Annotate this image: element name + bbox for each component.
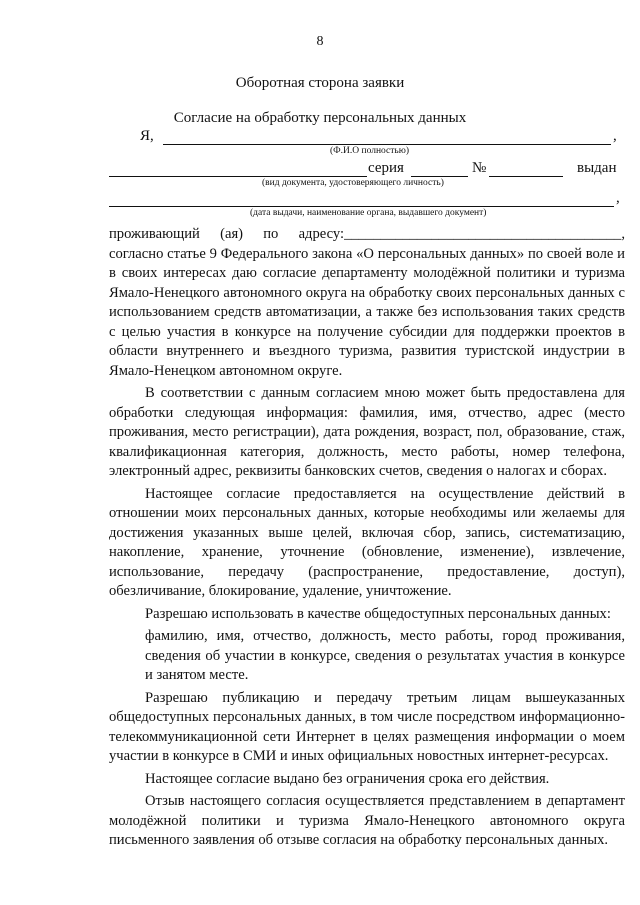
- document-blank-line[interactable]: [109, 176, 367, 177]
- issue-comma: ,: [616, 190, 620, 206]
- fio-blank-line[interactable]: [163, 144, 611, 145]
- fio-caption: (Ф.И.О полностью): [330, 146, 409, 156]
- page-number: 8: [316, 34, 324, 49]
- address-paragraph: проживающий (ая) по адресу:______________________________________, согласно статье 9 Федерального закона «О персональных данных» по своей воле и в своих интересах даю согласие департаменту молодёжной политики и туризма Ямало-Ненецкого автономного округа на обработку своих персональных данных с использованием средств автоматизации, а также без использования таких средств с целью участия в конкурсе на получение субсидии для поддержки проектов в области внутреннего и въездного туризма, развития туристской индустрии в Ямало-Ненецком автономном округе.: [109, 226, 625, 379]
- issue-caption: (дата выдачи, наименование органа, выдавшего документ): [250, 208, 487, 218]
- actions-paragraph: Настоящее согласие предоставляется на осуществление действий в отношении моих персональных данных, которые необходимы или желаемы для достижения указанных выше целей, включая сбор, запись, систематизацию, накопление, хранение, уточнение (обновление, изменение), извлечение, использование, передачу (распространение, предоставление, доступ), обезличивание, блокирование, удаление, уничтожение.: [109, 485, 625, 599]
- fio-comma: ,: [613, 128, 617, 144]
- series-blank-line[interactable]: [411, 176, 468, 177]
- number-blank-line[interactable]: [489, 176, 563, 177]
- publication-permission-paragraph: Разрешаю публикацию и передачу третьим лицам вышеуказанных общедоступных персональных данных, в том числе посредством информационно-телекоммуникационной сети Интернет в целях размещения информации о моем участии в конкурсе в СМИ и иных официальных новостных интернет-ресурсах.: [109, 689, 625, 764]
- public-data-permission-paragraph: Разрешаю использовать в качестве общедоступных персональных данных:: [145, 605, 611, 622]
- consent-body: [109, 225, 625, 854]
- section-title: Оборотная сторона заявки: [235, 75, 405, 91]
- information-list-paragraph: В соответствии с данным согласием мною может быть предоставлена для обработки следующая информация: фамилия, имя, отчество, адрес (место проживания, место регистрации), дата рождения, возраст, пол, образование, стаж, квалификационная категория, должность, место работы, номер телефона, электронный адрес, реквизиты банковских счетов, сведения о налогах и сборах.: [109, 385, 625, 479]
- public-data-list-paragraph: фамилию, имя, отчество, должность, место работы, город проживания, сведения об участии в конкурсе, сведения о результатах участия в конкурсе и занятом месте.: [145, 628, 625, 683]
- number-label: №: [472, 160, 487, 176]
- issued-label: выдан: [577, 160, 617, 176]
- revocation-paragraph: Отзыв настоящего согласия осуществляется представлением в департамент молодёжной политики и туризма Ямало-Ненецкого автономного округа письменного заявления об отзыве согласия на обработку персональных данных.: [109, 793, 625, 848]
- consent-title: Согласие на обработку персональных данных: [173, 110, 467, 126]
- issue-blank-line[interactable]: [109, 206, 614, 207]
- i-label: Я,: [140, 128, 154, 144]
- validity-paragraph: Настоящее согласие выдано без ограничения срока его действия.: [145, 770, 550, 787]
- document-caption: (вид документа, удостоверяющего личность): [262, 178, 444, 188]
- series-label: серия: [368, 160, 404, 176]
